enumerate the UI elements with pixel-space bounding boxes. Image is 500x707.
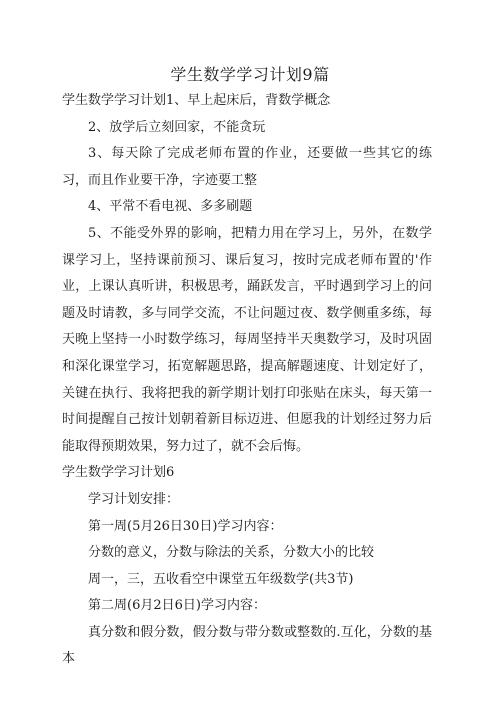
paragraph: 4、平常不看电视、多多刷题 (88, 199, 253, 215)
document-title: 学生数学学习计划9篇 (170, 65, 330, 84)
paragraph: 第一周(5月26日30日)学习内容： (88, 518, 283, 534)
section-heading: 学生数学学习计划6 (62, 465, 175, 481)
paragraph: 学习计划安排： (88, 491, 180, 507)
document-body (62, 88, 432, 673)
paragraph: 3、每天除了完成老师布置的作业，还要做一些其它的练习，而且作业要干净，字迹要工整 (62, 146, 432, 188)
paragraph: 学生数学学习计划1、早上起床后，背数学概念 (62, 93, 331, 108)
paragraph: 分数的意义，分数与除法的关系，分数大小的比较 (88, 545, 375, 561)
paragraph: 2、放学后立刻回家，不能贪玩 (88, 119, 266, 135)
paragraph: 5、不能受外界的影响，把精力用在学习上，另外，在数学课学习上，坚持课前预习、课后复习，按时完成老师布置的'作业，上课认真听讲，积极思考，踊跃发言，平时遇到学习上的问题及时请教，多与同学交流，不让问题过夜、数学侧重多练，每天晚上坚持一小时数学练习，每周坚持半天奥数学习，及时巩固和深化课堂学习，拓宽解题思路，提高解题速度、计划定好了，关键在执行、我将把我的新学期计划打印张贴在床头，每天第一时间提醒自己按计划朝着新目标迈进、但愿我的计划经过努力后能取得预期效果，努力过了，就不会后悔。 (62, 225, 432, 454)
paragraph: 周一，三，五收看空中课堂五年级数学(共3节) (88, 571, 354, 587)
paragraph: 真分数和假分数，假分数与带分数或整数的.互化，分数的基本 (62, 624, 432, 667)
paragraph: 第二周(6月2日6日)学习内容： (88, 598, 266, 614)
